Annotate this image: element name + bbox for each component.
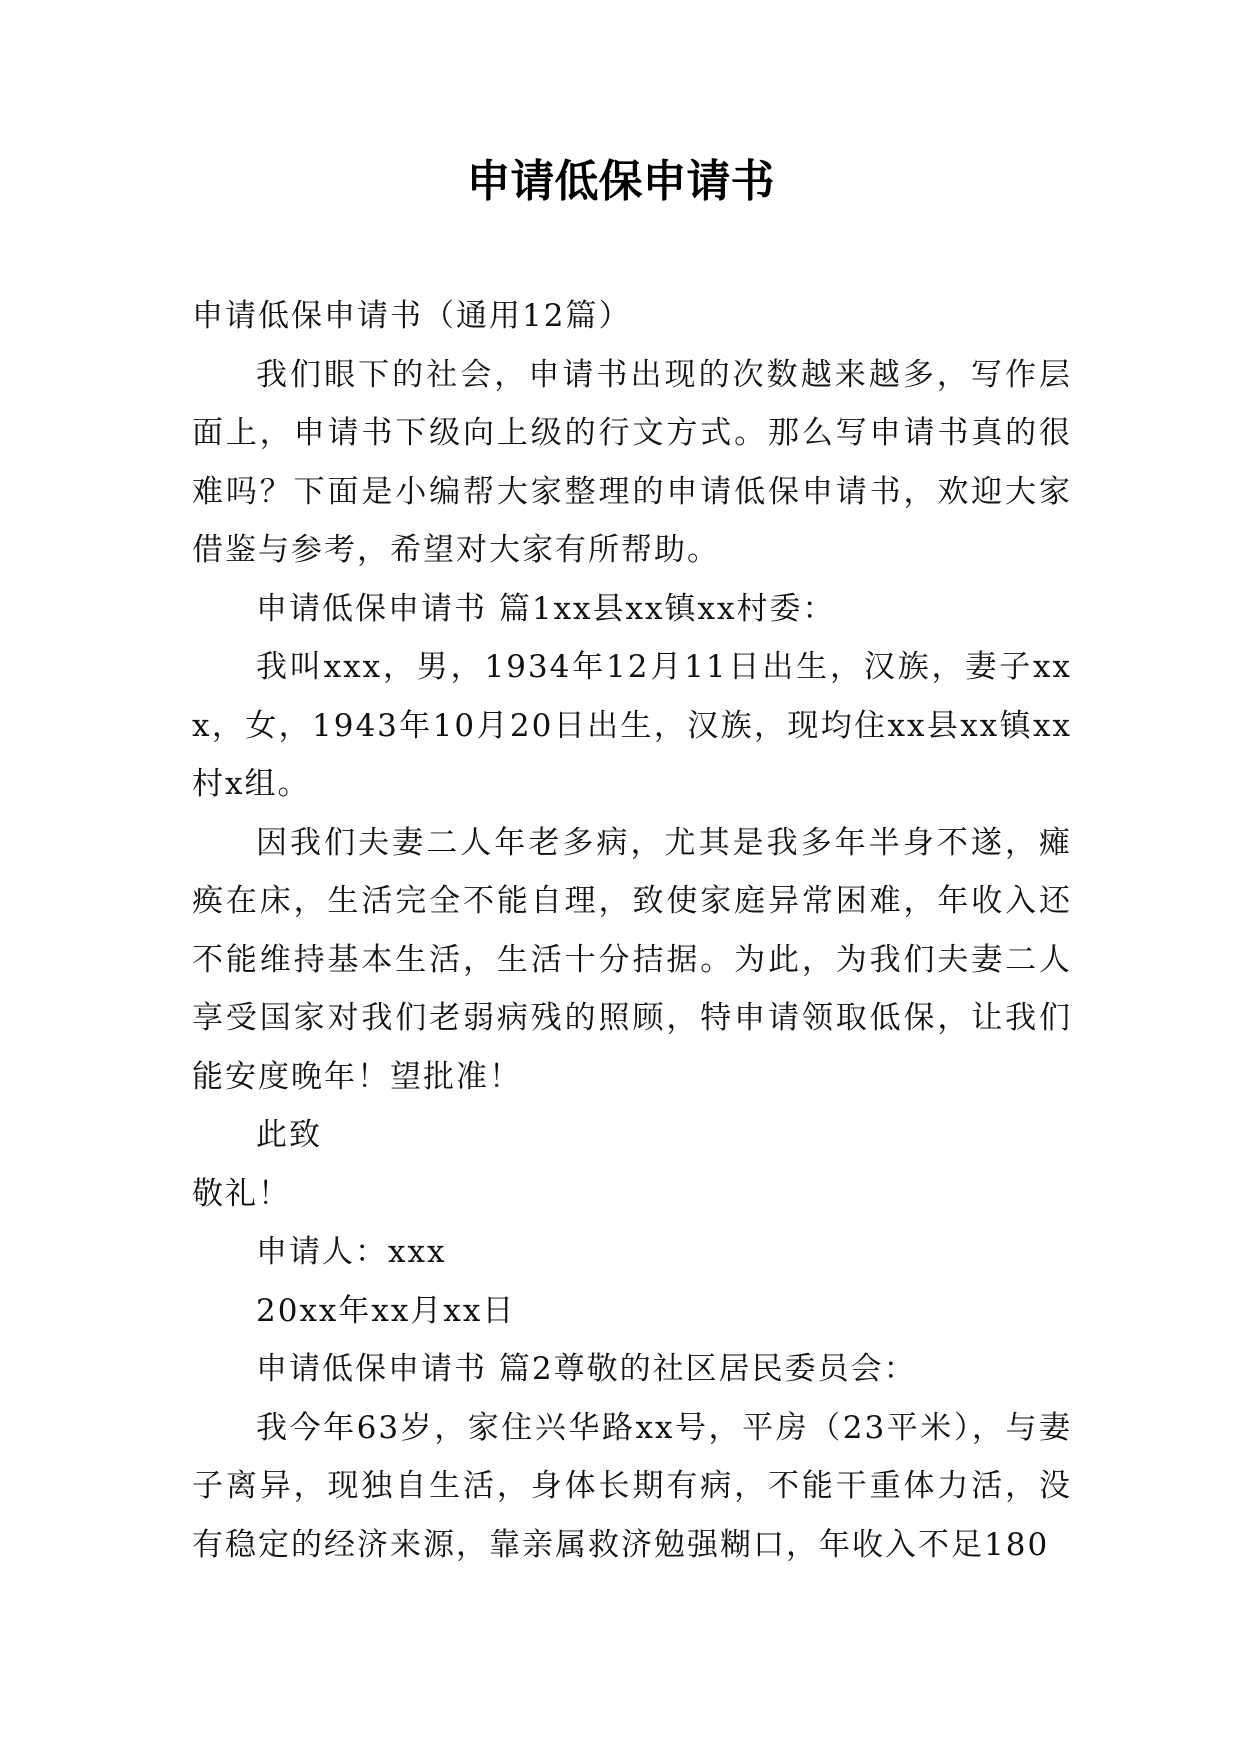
body-paragraph: 我今年63岁，家住兴华路xx号，平房（23平米），与妻子离异，现独自生活，身体长期有病，不能干重体力活，没有稳定的经济来源，靠亲属救济勉强糊口，年收入不足180 — [192, 1409, 1072, 1563]
body-paragraph: 因我们夫妻二人年老多病，尤其是我多年半身不遂，瘫痪在床，生活完全不能自理，致使家庭异常困难，年收入还不能维持基本生活，生活十分拮据。为此，为我们夫妻二人享受国家对我们老弱病残的照顾，特申请领取低保，让我们能安度晚年！望批准！ — [192, 824, 1072, 1095]
document-title: 申请低保申请书 — [466, 156, 775, 207]
closing-phrase: 此致 — [256, 1117, 322, 1153]
section-heading-1: 申请低保申请书 篇1xx县xx镇xx村委： — [256, 590, 836, 627]
intro-paragraph: 我们眼下的社会，申请书出现的次数越来越多，写作层面上，申请书下级向上级的行文方式。那么写申请书真的很难吗？下面是小编帮大家整理的申请低保申请书，欢迎大家借鉴与参考，希望对大家有所帮助。 — [192, 356, 1072, 568]
section-heading-2: 申请低保申请书 篇2尊敬的社区居民委员会： — [256, 1351, 917, 1387]
document-subtitle: 申请低保申请书（通用12篇） — [192, 298, 632, 334]
applicant-line: 申请人：xxx — [256, 1234, 447, 1270]
date-line: 20xx年xx月xx日 — [256, 1292, 516, 1329]
document-body — [192, 287, 1072, 1574]
salutation: 敬礼！ — [192, 1175, 291, 1212]
body-paragraph: 我叫xxx，男，1934年12月11日出生，汉族，妻子xxx，女，1943年10月20日出生，汉族，现均住xx县xx镇xx村x组。 — [192, 649, 1072, 802]
